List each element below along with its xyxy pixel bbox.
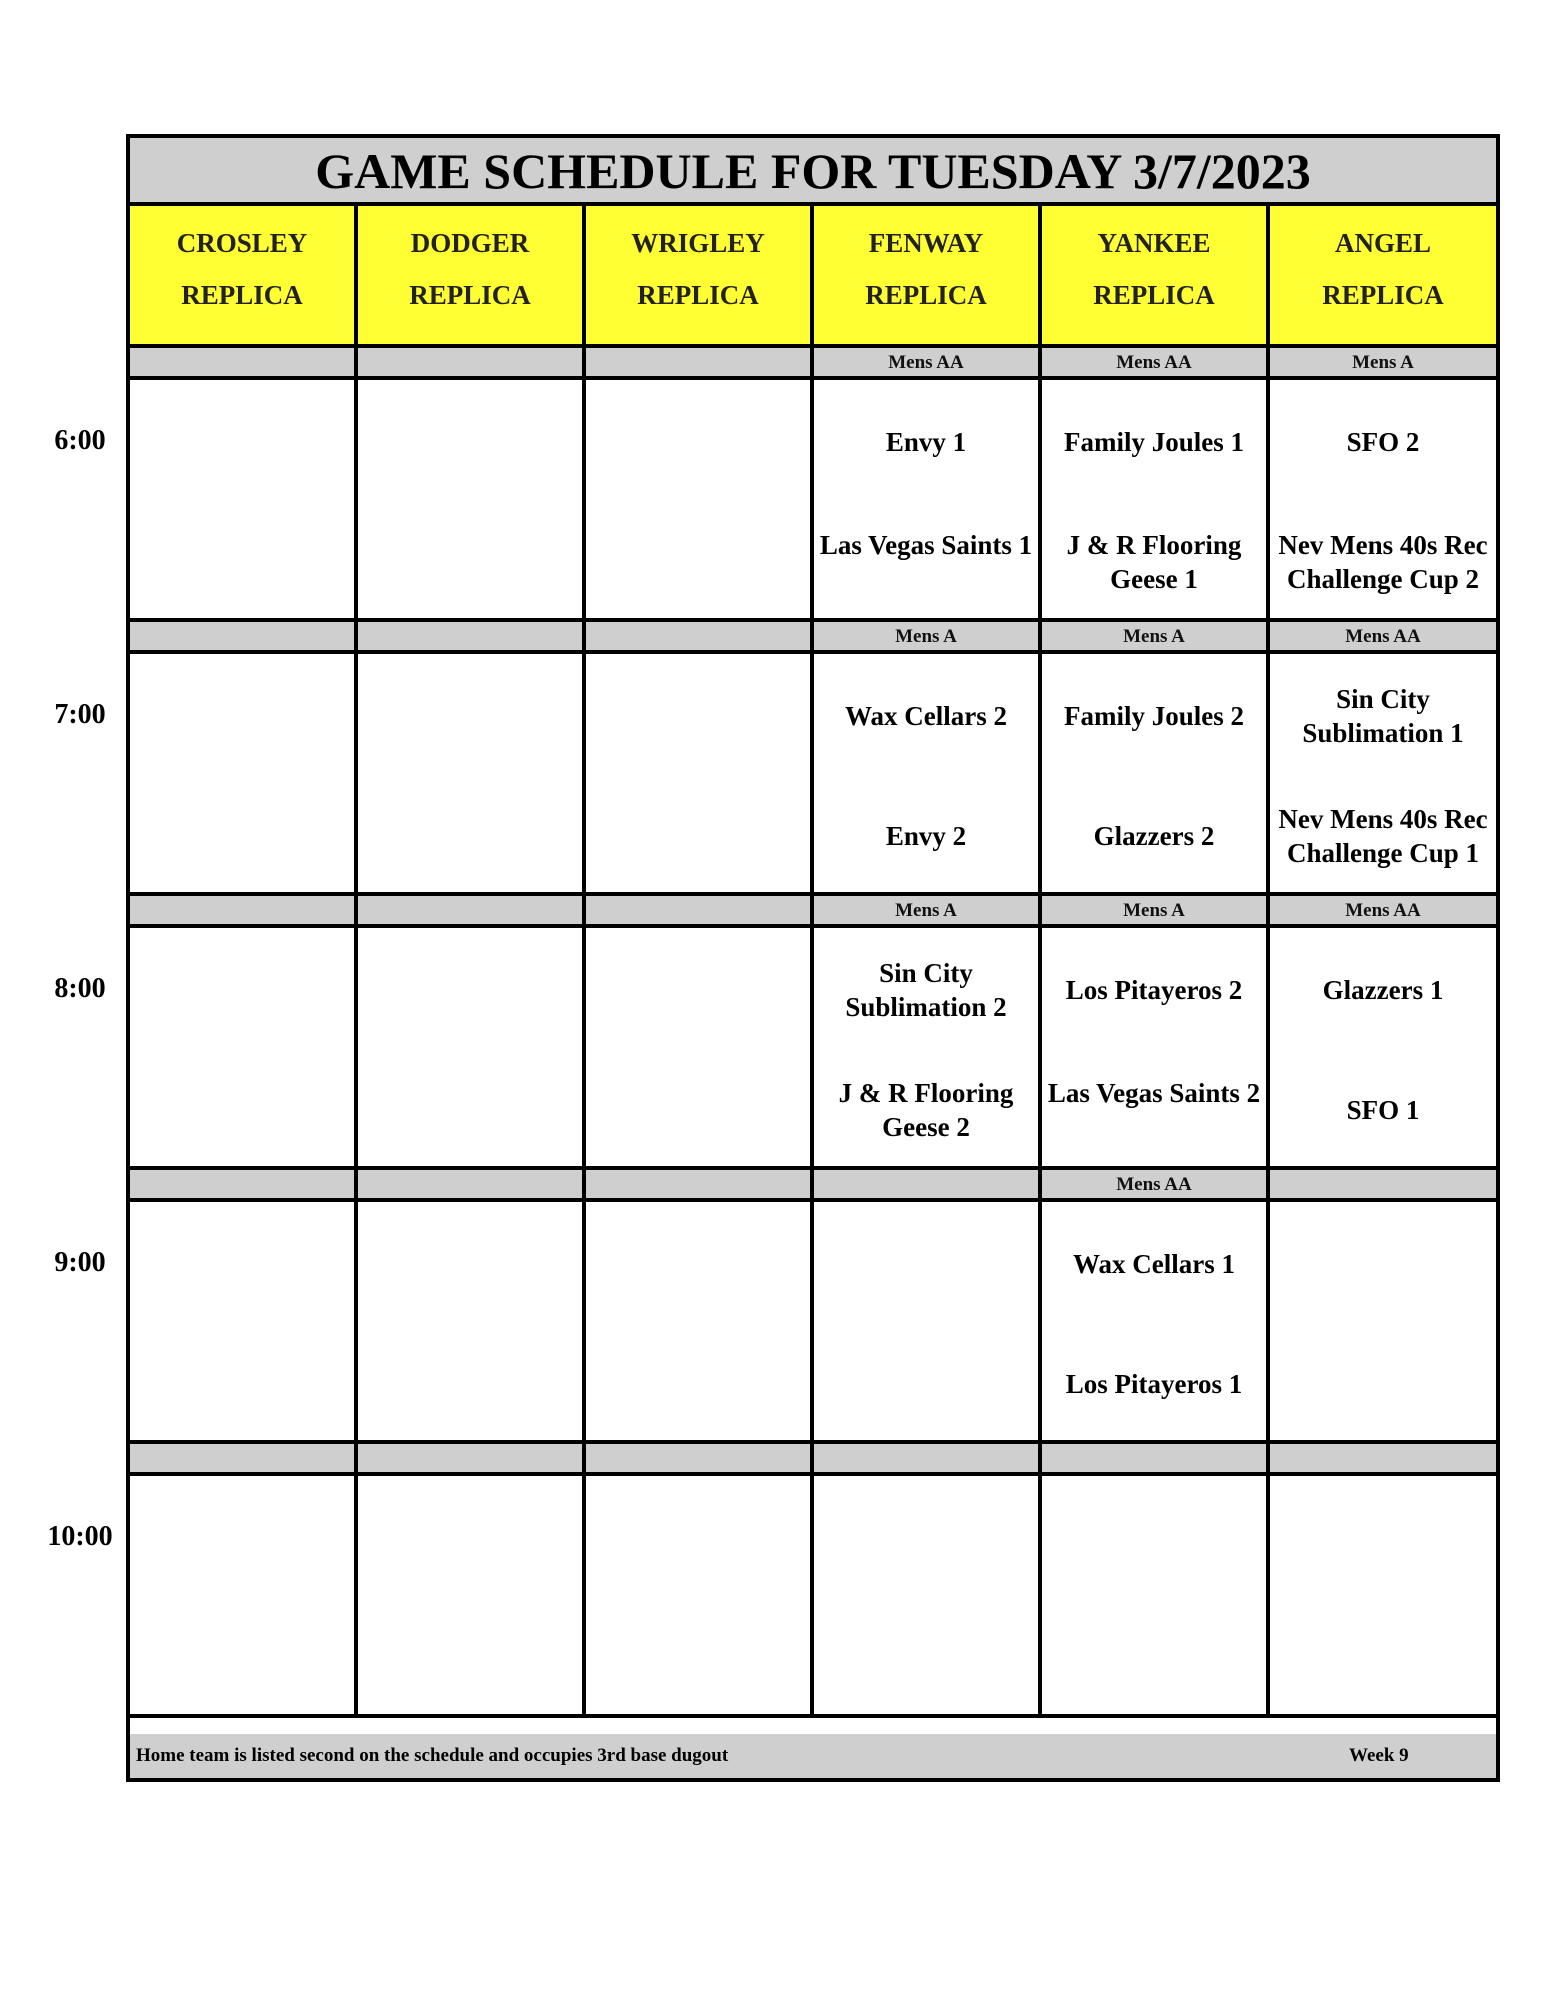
division-label: Mens A bbox=[814, 896, 1042, 928]
game-cell bbox=[1270, 1202, 1496, 1444]
game-cell bbox=[1270, 928, 1496, 1170]
division-label: Mens AA bbox=[814, 348, 1042, 380]
game-cell bbox=[130, 654, 358, 896]
field-header bbox=[1270, 206, 1496, 348]
game-cell bbox=[586, 1202, 814, 1444]
game-cell bbox=[358, 1202, 586, 1444]
division-label: Mens A bbox=[1270, 348, 1496, 380]
game-cell bbox=[1042, 1476, 1270, 1718]
division-label: Mens A bbox=[1042, 896, 1270, 928]
division-label bbox=[586, 622, 814, 654]
game-cell bbox=[1270, 380, 1496, 622]
away-team: Envy 1 bbox=[885, 427, 967, 457]
game-cell bbox=[1042, 928, 1270, 1170]
home-team: Las Vegas Saints 2 bbox=[1047, 1078, 1261, 1108]
game-cell bbox=[586, 928, 814, 1170]
game-cell bbox=[130, 380, 358, 622]
field-header bbox=[586, 206, 814, 348]
home-team: J & R Flooring Geese 2 bbox=[838, 1078, 1014, 1142]
field-type: REPLICA bbox=[409, 280, 531, 310]
division-label: Mens AA bbox=[1270, 896, 1496, 928]
division-label bbox=[130, 896, 358, 928]
field-header bbox=[814, 206, 1042, 348]
game-cell bbox=[586, 380, 814, 622]
game-cell bbox=[814, 1476, 1042, 1718]
field-header bbox=[358, 206, 586, 348]
time-label: 9:00 bbox=[54, 1247, 106, 1278]
game-cell bbox=[1042, 380, 1270, 622]
division-label bbox=[358, 1170, 586, 1202]
time-label: 6:00 bbox=[54, 425, 106, 456]
home-team: SFO 1 bbox=[1346, 1095, 1420, 1125]
game-cell bbox=[358, 654, 586, 896]
game-cell bbox=[130, 1202, 358, 1444]
division-label bbox=[586, 348, 814, 380]
division-label: Mens A bbox=[1042, 622, 1270, 654]
field-type: REPLICA bbox=[637, 280, 759, 310]
division-label bbox=[586, 1170, 814, 1202]
game-cell bbox=[358, 1476, 586, 1718]
field-name: CROSLEY bbox=[176, 228, 308, 258]
game-cell bbox=[1042, 654, 1270, 896]
time-label: 8:00 bbox=[54, 973, 106, 1004]
division-label bbox=[358, 896, 586, 928]
home-team: Glazzers 2 bbox=[1093, 821, 1215, 851]
game-cell bbox=[130, 1476, 358, 1718]
division-label bbox=[1270, 1444, 1496, 1476]
schedule-table bbox=[126, 134, 1500, 1782]
away-team: Sin City Sublimation 1 bbox=[1302, 684, 1464, 748]
division-label bbox=[358, 348, 586, 380]
game-cell bbox=[358, 380, 586, 622]
field-name: ANGEL bbox=[1334, 228, 1432, 258]
away-team: SFO 2 bbox=[1346, 427, 1420, 457]
division-label: Mens A bbox=[814, 622, 1042, 654]
game-cell bbox=[814, 380, 1042, 622]
away-team: Glazzers 1 bbox=[1322, 975, 1444, 1005]
field-name: YANKEE bbox=[1097, 228, 1211, 258]
game-cell bbox=[586, 654, 814, 896]
home-team: Los Pitayeros 1 bbox=[1065, 1369, 1243, 1399]
division-label: Mens AA bbox=[1042, 348, 1270, 380]
game-cell bbox=[1042, 1202, 1270, 1444]
week-label: Week 9 bbox=[1349, 1745, 1409, 1766]
division-label bbox=[1042, 1444, 1270, 1476]
division-label bbox=[130, 622, 358, 654]
away-team: Sin City Sublimation 2 bbox=[845, 958, 1007, 1022]
field-type: REPLICA bbox=[865, 280, 987, 310]
footer-note: Home team is listed second on the schedule and occupies 3rd base dugout bbox=[136, 1745, 729, 1766]
home-team: Envy 2 bbox=[885, 821, 967, 851]
game-cell bbox=[1270, 1476, 1496, 1718]
division-label bbox=[130, 348, 358, 380]
division-label bbox=[358, 1444, 586, 1476]
home-team: Las Vegas Saints 1 bbox=[819, 530, 1033, 560]
division-label bbox=[586, 896, 814, 928]
game-cell bbox=[130, 928, 358, 1170]
field-name: WRIGLEY bbox=[631, 228, 765, 258]
footer-bar bbox=[130, 1734, 1496, 1778]
away-team: Family Joules 2 bbox=[1064, 701, 1244, 731]
division-label bbox=[814, 1444, 1042, 1476]
away-team: Wax Cellars 1 bbox=[1073, 1249, 1235, 1279]
away-team: Wax Cellars 2 bbox=[845, 701, 1007, 731]
field-header bbox=[130, 206, 358, 348]
time-label: 10:00 bbox=[47, 1521, 113, 1552]
division-label bbox=[1270, 1170, 1496, 1202]
field-type: REPLICA bbox=[181, 280, 303, 310]
division-label bbox=[358, 622, 586, 654]
home-team: Nev Mens 40s Rec Challenge Cup 2 bbox=[1278, 530, 1488, 594]
field-type: REPLICA bbox=[1093, 280, 1215, 310]
division-label bbox=[130, 1444, 358, 1476]
home-team: J & R Flooring Geese 1 bbox=[1066, 530, 1242, 594]
field-name: DODGER bbox=[410, 228, 530, 258]
division-label bbox=[586, 1444, 814, 1476]
field-type: REPLICA bbox=[1322, 280, 1444, 310]
division-label bbox=[130, 1170, 358, 1202]
away-team: Family Joules 1 bbox=[1064, 427, 1244, 457]
time-label: 7:00 bbox=[54, 699, 106, 730]
game-cell bbox=[1270, 654, 1496, 896]
field-name: FENWAY bbox=[868, 228, 984, 258]
division-label: Mens AA bbox=[1270, 622, 1496, 654]
game-cell bbox=[814, 654, 1042, 896]
game-cell bbox=[586, 1476, 814, 1718]
away-team: Los Pitayeros 2 bbox=[1065, 975, 1243, 1005]
page-title: GAME SCHEDULE FOR TUESDAY 3/7/2023 bbox=[130, 138, 1496, 206]
home-team: Nev Mens 40s Rec Challenge Cup 1 bbox=[1278, 804, 1488, 868]
division-label bbox=[814, 1170, 1042, 1202]
game-cell bbox=[814, 928, 1042, 1170]
division-label: Mens AA bbox=[1042, 1170, 1270, 1202]
game-cell bbox=[814, 1202, 1042, 1444]
field-header bbox=[1042, 206, 1270, 348]
game-cell bbox=[358, 928, 586, 1170]
